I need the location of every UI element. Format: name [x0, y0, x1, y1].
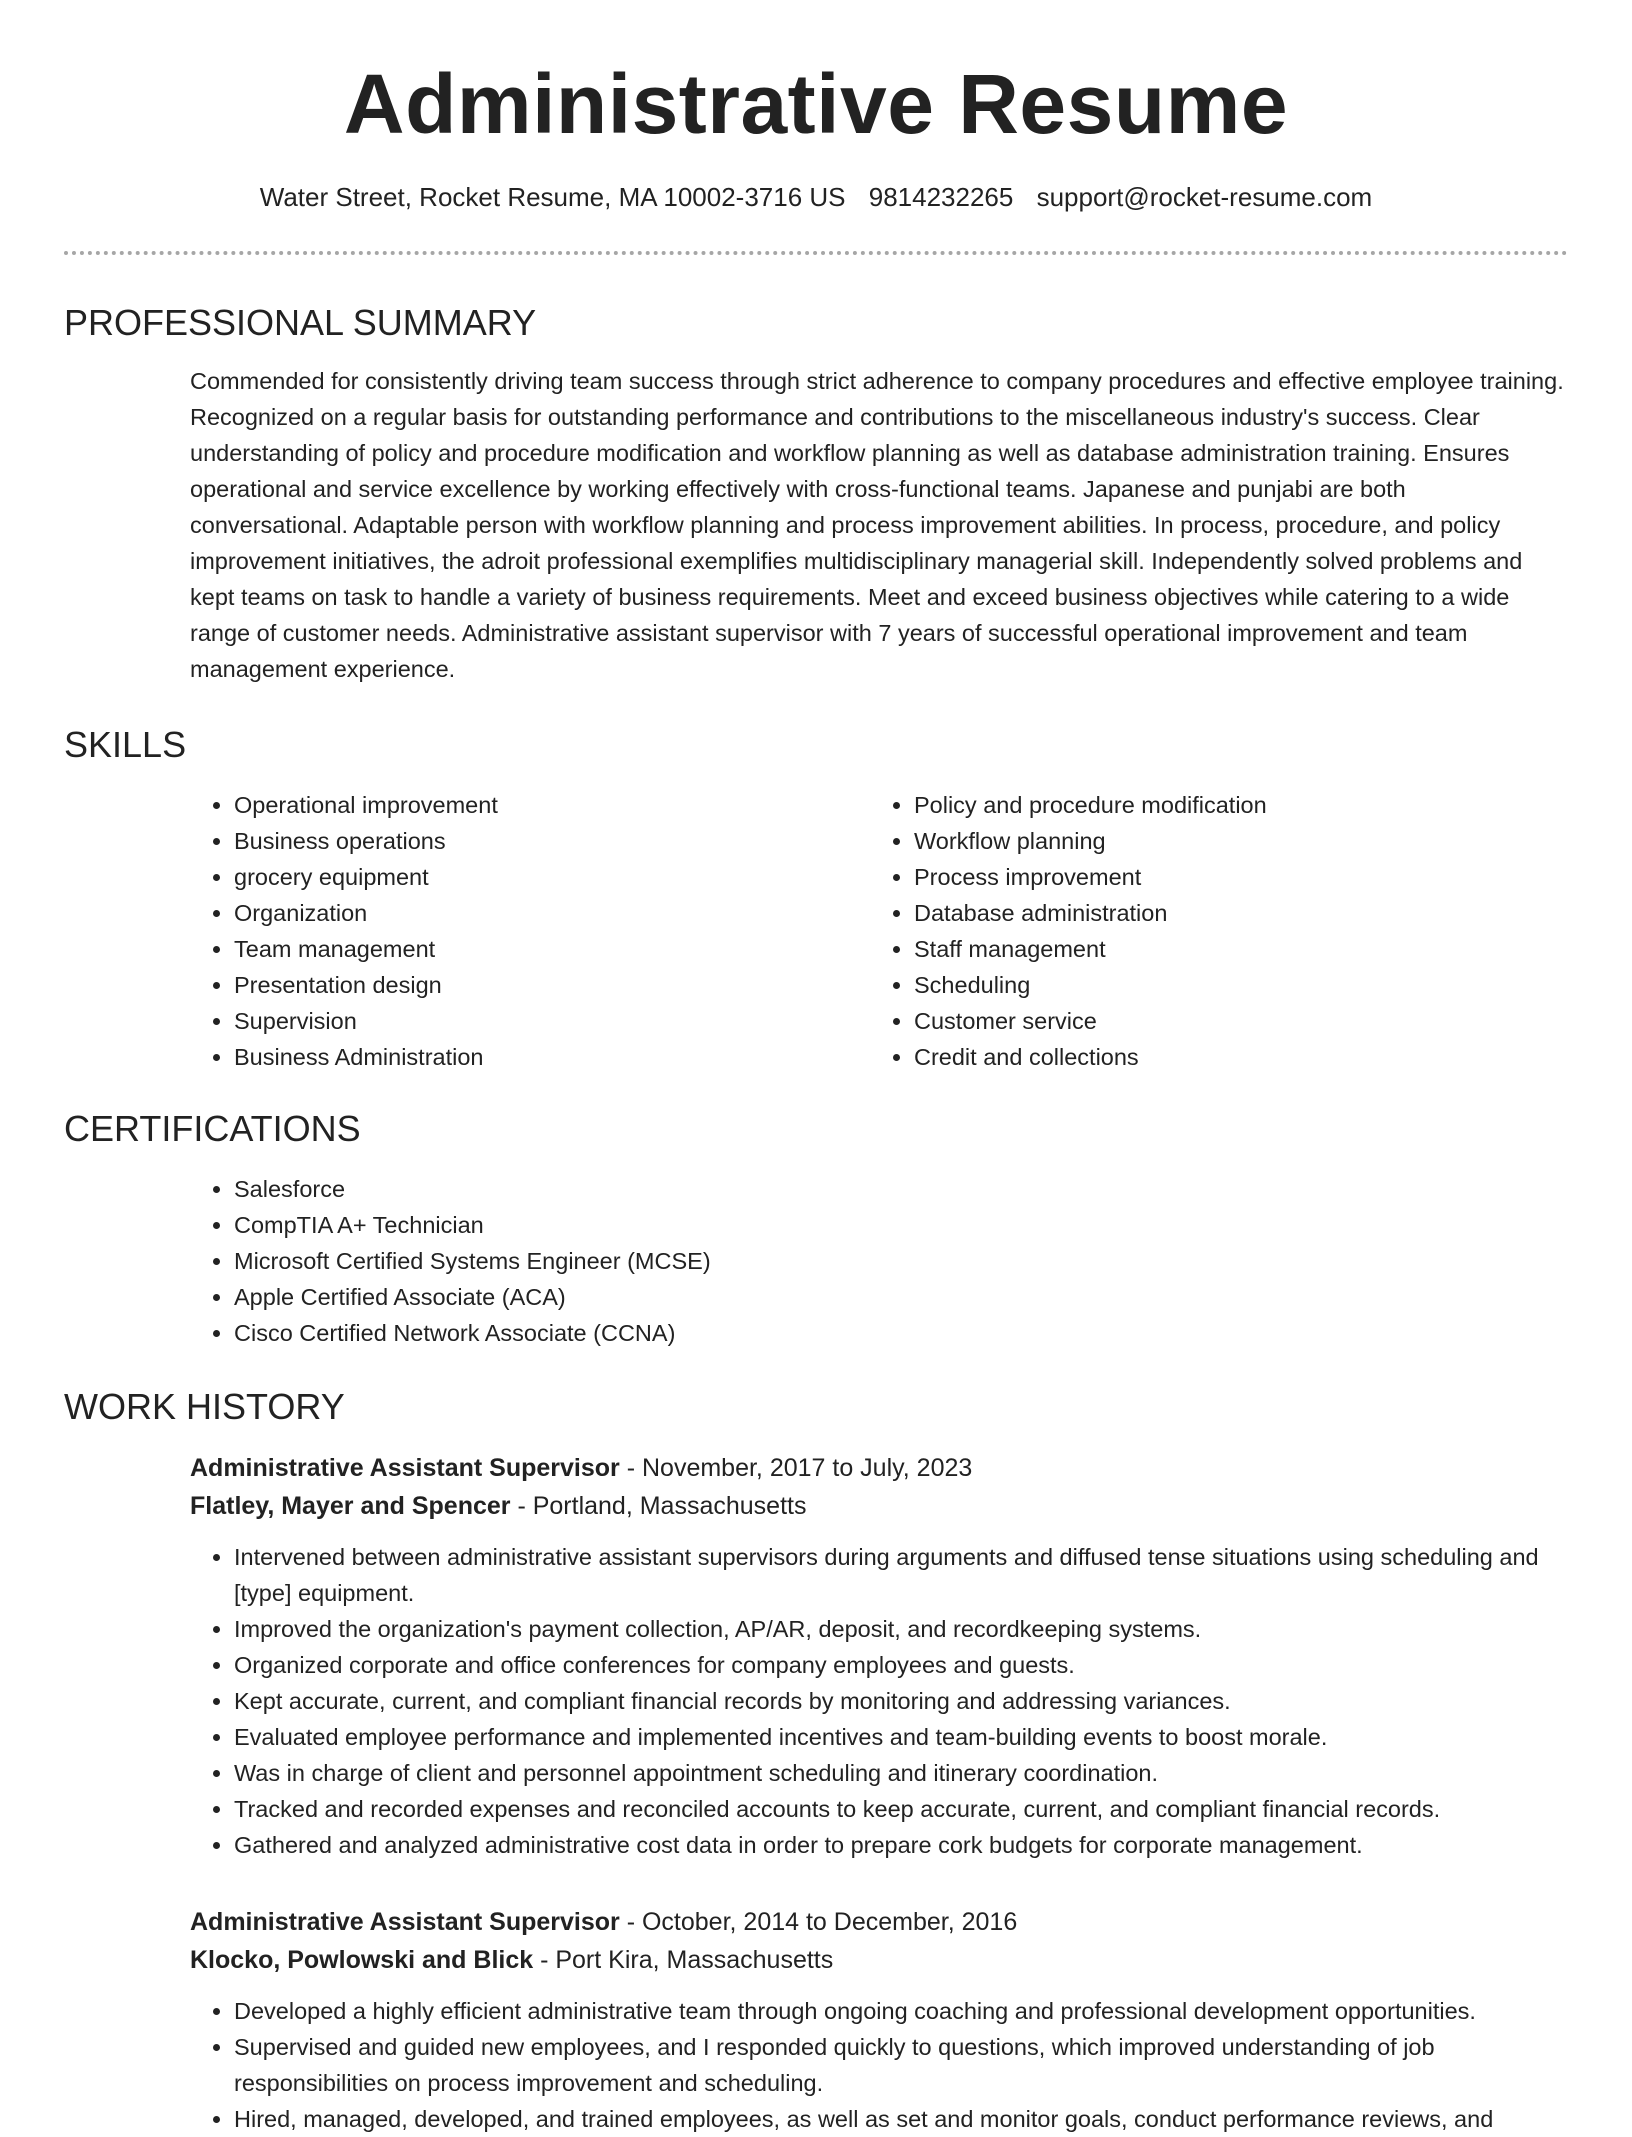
skill-item: • Database administration: [914, 895, 1550, 931]
certification-item: • Salesforce: [234, 1171, 1568, 1207]
skills-list: [190, 787, 1568, 1075]
header-divider: [64, 251, 1568, 255]
certifications-list: [190, 1171, 1568, 1351]
job-title-line: [190, 1903, 1568, 1941]
job-entry: [190, 1449, 1568, 1863]
summary-text: Commended for consistently driving team success through strict adherence to company procedures and effective employee training. Recognized on a regular basis for outstanding performance and contributions to the miscellaneous industry's success. Clear understanding of policy and procedure modification and workflow planning as well as database administration training. Ensures operational and service excellence by working effectively with cross-functional teams. Japanese and punjabi are both conversational. Adaptable person with workflow planning and process improvement abilities. In process, procedure, and policy improvement initiatives, the adroit professional exemplifies multidisciplinary managerial skill. Independently solved problems and kept teams on task to handle a variety of business requirements. Meet and exceed business objectives while catering to a wide range of customer needs. Administrative assistant supervisor with 7 years of successful operational improvement and team management experience.: [190, 368, 1564, 682]
skill-item: • Credit and collections: [914, 1039, 1550, 1075]
job-bullet: • Supervised and guided new employees, and I responded quickly to questions, which improved understanding of job responsibilities on process improvement and scheduling.: [234, 2029, 1568, 2101]
skill-item: • Process improvement: [914, 859, 1550, 895]
skill-item: • grocery equipment: [234, 859, 870, 895]
job-location: - Portland, Massachusetts: [510, 1492, 807, 1520]
skill-item: • Business Administration: [234, 1039, 870, 1075]
job-bullet: • Gathered and analyzed administrative cost data in order to prepare cork budgets for corporate management.: [234, 1827, 1568, 1863]
skill-item: • Staff management: [914, 931, 1550, 967]
job-bullet: • Hired, managed, developed, and trained employees, as well as set and monitor goals, conduct performance reviews, and: [234, 2101, 1568, 2137]
job-title-line: [190, 1449, 1568, 1487]
job-company-line: [190, 1941, 1568, 1979]
skill-item: • Supervision: [234, 1003, 870, 1039]
job-company: Klocko, Powlowski and Blick: [190, 1946, 534, 1974]
skill-item: • Operational improvement: [234, 787, 870, 823]
job-company: Flatley, Mayer and Spencer: [190, 1492, 511, 1520]
certifications-heading: CERTIFICATIONS: [64, 1108, 361, 1149]
contact-email: support@rocket-resume.com: [1036, 182, 1373, 212]
skill-item: • Scheduling: [914, 967, 1550, 1003]
contact-line: [64, 182, 1568, 213]
job-entry: [190, 1903, 1568, 2137]
skill-item: • Business operations: [234, 823, 870, 859]
skill-item: • Workflow planning: [914, 823, 1550, 859]
job-bullet: • Improved the organization's payment collection, AP/AR, deposit, and recordkeeping systems.: [234, 1611, 1568, 1647]
job-dates: - October, 2014 to December, 2016: [619, 1908, 1018, 1936]
skills-column-right: [870, 787, 1550, 1075]
job-bullet: • Intervened between administrative assistant supervisors during arguments and diffused tense situations using scheduling and [type] equipment.: [234, 1539, 1568, 1611]
certification-item: • CompTIA A+ Technician: [234, 1207, 1568, 1243]
summary-heading: PROFESSIONAL SUMMARY: [64, 302, 537, 343]
skill-item: • Policy and procedure modification: [914, 787, 1550, 823]
certification-item: • Cisco Certified Network Associate (CCNA): [234, 1315, 1568, 1351]
contact-phone: 9814232265: [868, 182, 1014, 212]
job-responsibilities: [190, 1539, 1568, 1863]
job-bullet: • Tracked and recorded expenses and reconciled accounts to keep accurate, current, and compliant financial records.: [234, 1791, 1568, 1827]
job-bullet: • Developed a highly efficient administrative team through ongoing coaching and professional development opportunities.: [234, 1993, 1568, 2029]
job-bullet: • Kept accurate, current, and compliant financial records by monitoring and addressing variances.: [234, 1683, 1568, 1719]
work-history-heading: WORK HISTORY: [64, 1386, 345, 1427]
skill-item: • Customer service: [914, 1003, 1550, 1039]
contact-address: Water Street, Rocket Resume, MA 10002-3716 US: [259, 182, 846, 212]
job-role: Administrative Assistant Supervisor: [190, 1454, 620, 1482]
certification-item: • Microsoft Certified Systems Engineer (MCSE): [234, 1243, 1568, 1279]
job-bullet: • Was in charge of client and personnel appointment scheduling and itinerary coordination.: [234, 1755, 1568, 1791]
job-dates: - November, 2017 to July, 2023: [619, 1454, 973, 1482]
job-bullet: • Organized corporate and office conferences for company employees and guests.: [234, 1647, 1568, 1683]
skill-item: • Organization: [234, 895, 870, 931]
job-company-line: [190, 1487, 1568, 1525]
skill-item: • Presentation design: [234, 967, 870, 1003]
resume-title: Administrative Resume: [343, 57, 1289, 151]
skills-column-left: [190, 787, 870, 1075]
skill-item: • Team management: [234, 931, 870, 967]
skills-heading: SKILLS: [64, 724, 187, 765]
job-role: Administrative Assistant Supervisor: [190, 1908, 620, 1936]
job-responsibilities: [190, 1993, 1568, 2137]
job-bullet: • Evaluated employee performance and implemented incentives and team-building events to boost morale.: [234, 1719, 1568, 1755]
certification-item: • Apple Certified Associate (ACA): [234, 1279, 1568, 1315]
job-location: - Port Kira, Massachusetts: [533, 1946, 834, 1974]
